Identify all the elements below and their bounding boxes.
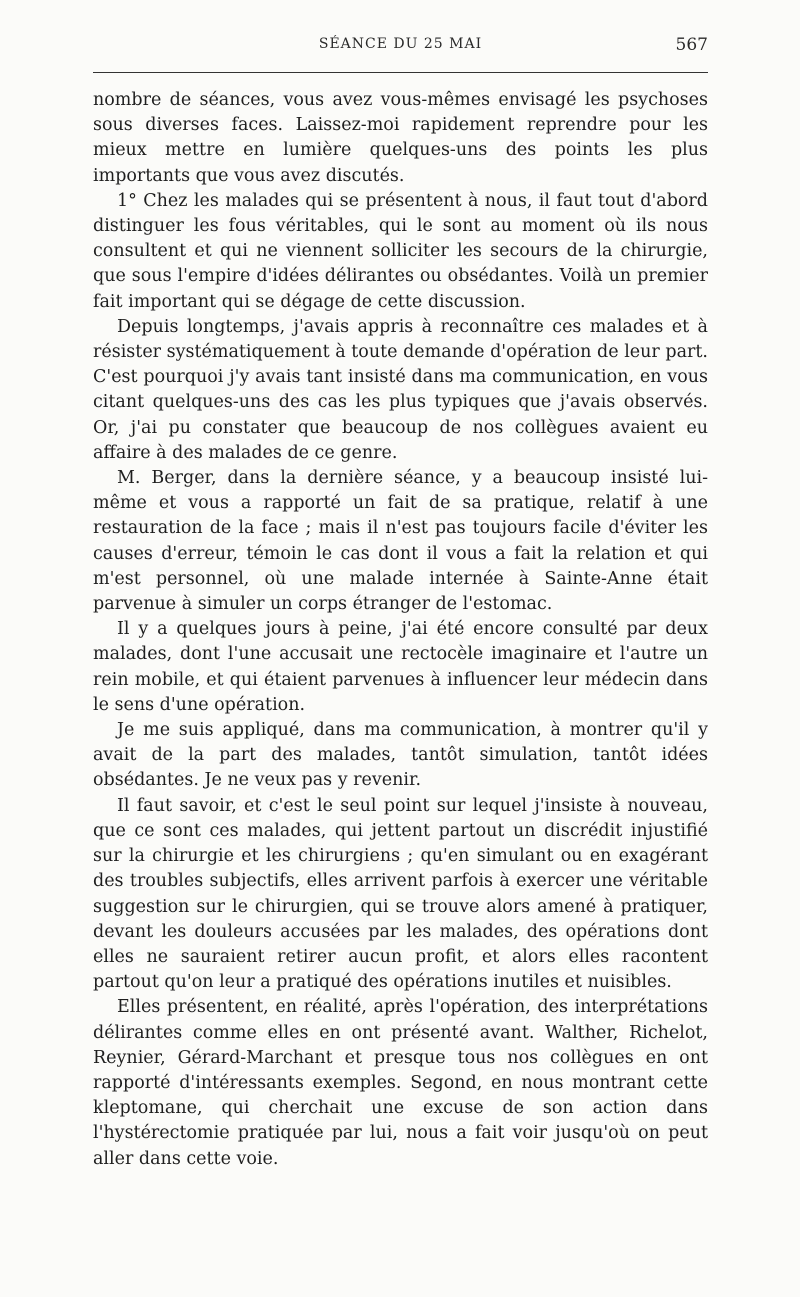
paragraph-simulation: Je me suis appliqué, dans ma communication, à montrer qu'il y avait de la part des malades, tantôt simulation, tantôt idées obsédantes. Je ne veux pas y revenir.	[93, 720, 708, 791]
paragraph-continued: nombre de séances, vous avez vous-mêmes envisagé les psychoses sous diverses faces. Laissez-moi rapidement reprendre pour les mieux mettre en lumière quelques-uns des points les plus importants que vous avez discutés.	[93, 90, 708, 186]
paragraph-berger-case: M. Berger, dans la dernière séance, y a beaucoup insisté lui-même et vous a rapporté un fait de sa pratique, relatif à une restauration de la face ; mais il n'est pas toujours facile d'éviter les causes d'erreur, témoin le cas dont il vous a fait la relation et qui m'est personnel, où une malade internée à Sainte-Anne était parvenue à simuler un corps étranger de l'estomac.	[93, 468, 708, 615]
running-header	[93, 36, 708, 60]
paragraph-long-experience: Depuis longtemps, j'avais appris à reconnaître ces malades et à résister systématiquement à toute demande d'opération de leur part. C'est pourquoi j'y avais tant insisté dans ma communication, en vous citant quelques-uns des cas les plus typiques que j'avais observés. Or, j'ai pu constater que beaucoup de nos collègues avaient eu affaire à des malades de ce genre.	[93, 316, 708, 463]
paragraph-recent-consultations: Il y a quelques jours à peine, j'ai été encore consulté par deux malades, dont l'une accusait une rectocèle imaginaire et l'autre un rein mobile, et qui étaient parvenues à influencer leur médecin dans le sens d'une opération.	[93, 619, 708, 715]
running-title: SÉANCE DU 25 MAI	[318, 36, 483, 52]
page-number: 567	[675, 35, 708, 55]
paragraph-distinguish-patients: 1° Chez les malades qui se présentent à nous, il faut tout d'abord distinguer les fous véritables, qui le sont au moment où ils nous consultent et qui ne viennent solliciter les secours de la chirurgie, que sous l'empire d'idées délirantes ou obsédantes. Voilà un premier fait important qui se dégage de cette discussion.	[93, 190, 708, 312]
header-rule	[93, 72, 708, 73]
body-text	[93, 88, 708, 1172]
paragraph-discredit: Il faut savoir, et c'est le seul point sur lequel j'insiste à nouveau, que ce sont ces malades, qui jettent partout un discrédit injustifié sur la chirurgie et les chirurgiens ; qu'en simulant ou en exagérant des troubles subjectifs, elles arrivent parfois à exercer une véritable suggestion sur le chirurgien, qui se trouve alors amené à pratiquer, devant les douleurs accusées par les malades, des opérations dont elles ne sauraient retirer aucun profit, et alors elles racontent partout qu'on leur a pratiqué des opérations inutiles et nuisibles.	[93, 795, 708, 993]
paragraph-interpretations: Elles présentent, en réalité, après l'opération, des interprétations délirantes comme elles en ont présenté avant. Walther, Richelot, Reynier, Gérard-Marchant et presque tous nos collègues en ont rapporté d'intéressants exemples. Segond, en nous montrant cette kleptomane, qui cherchait une excuse de son action dans l'hystérectomie pratiquée par lui, nous a fait voir jusqu'où on peut aller dans cette voie.	[93, 997, 708, 1169]
